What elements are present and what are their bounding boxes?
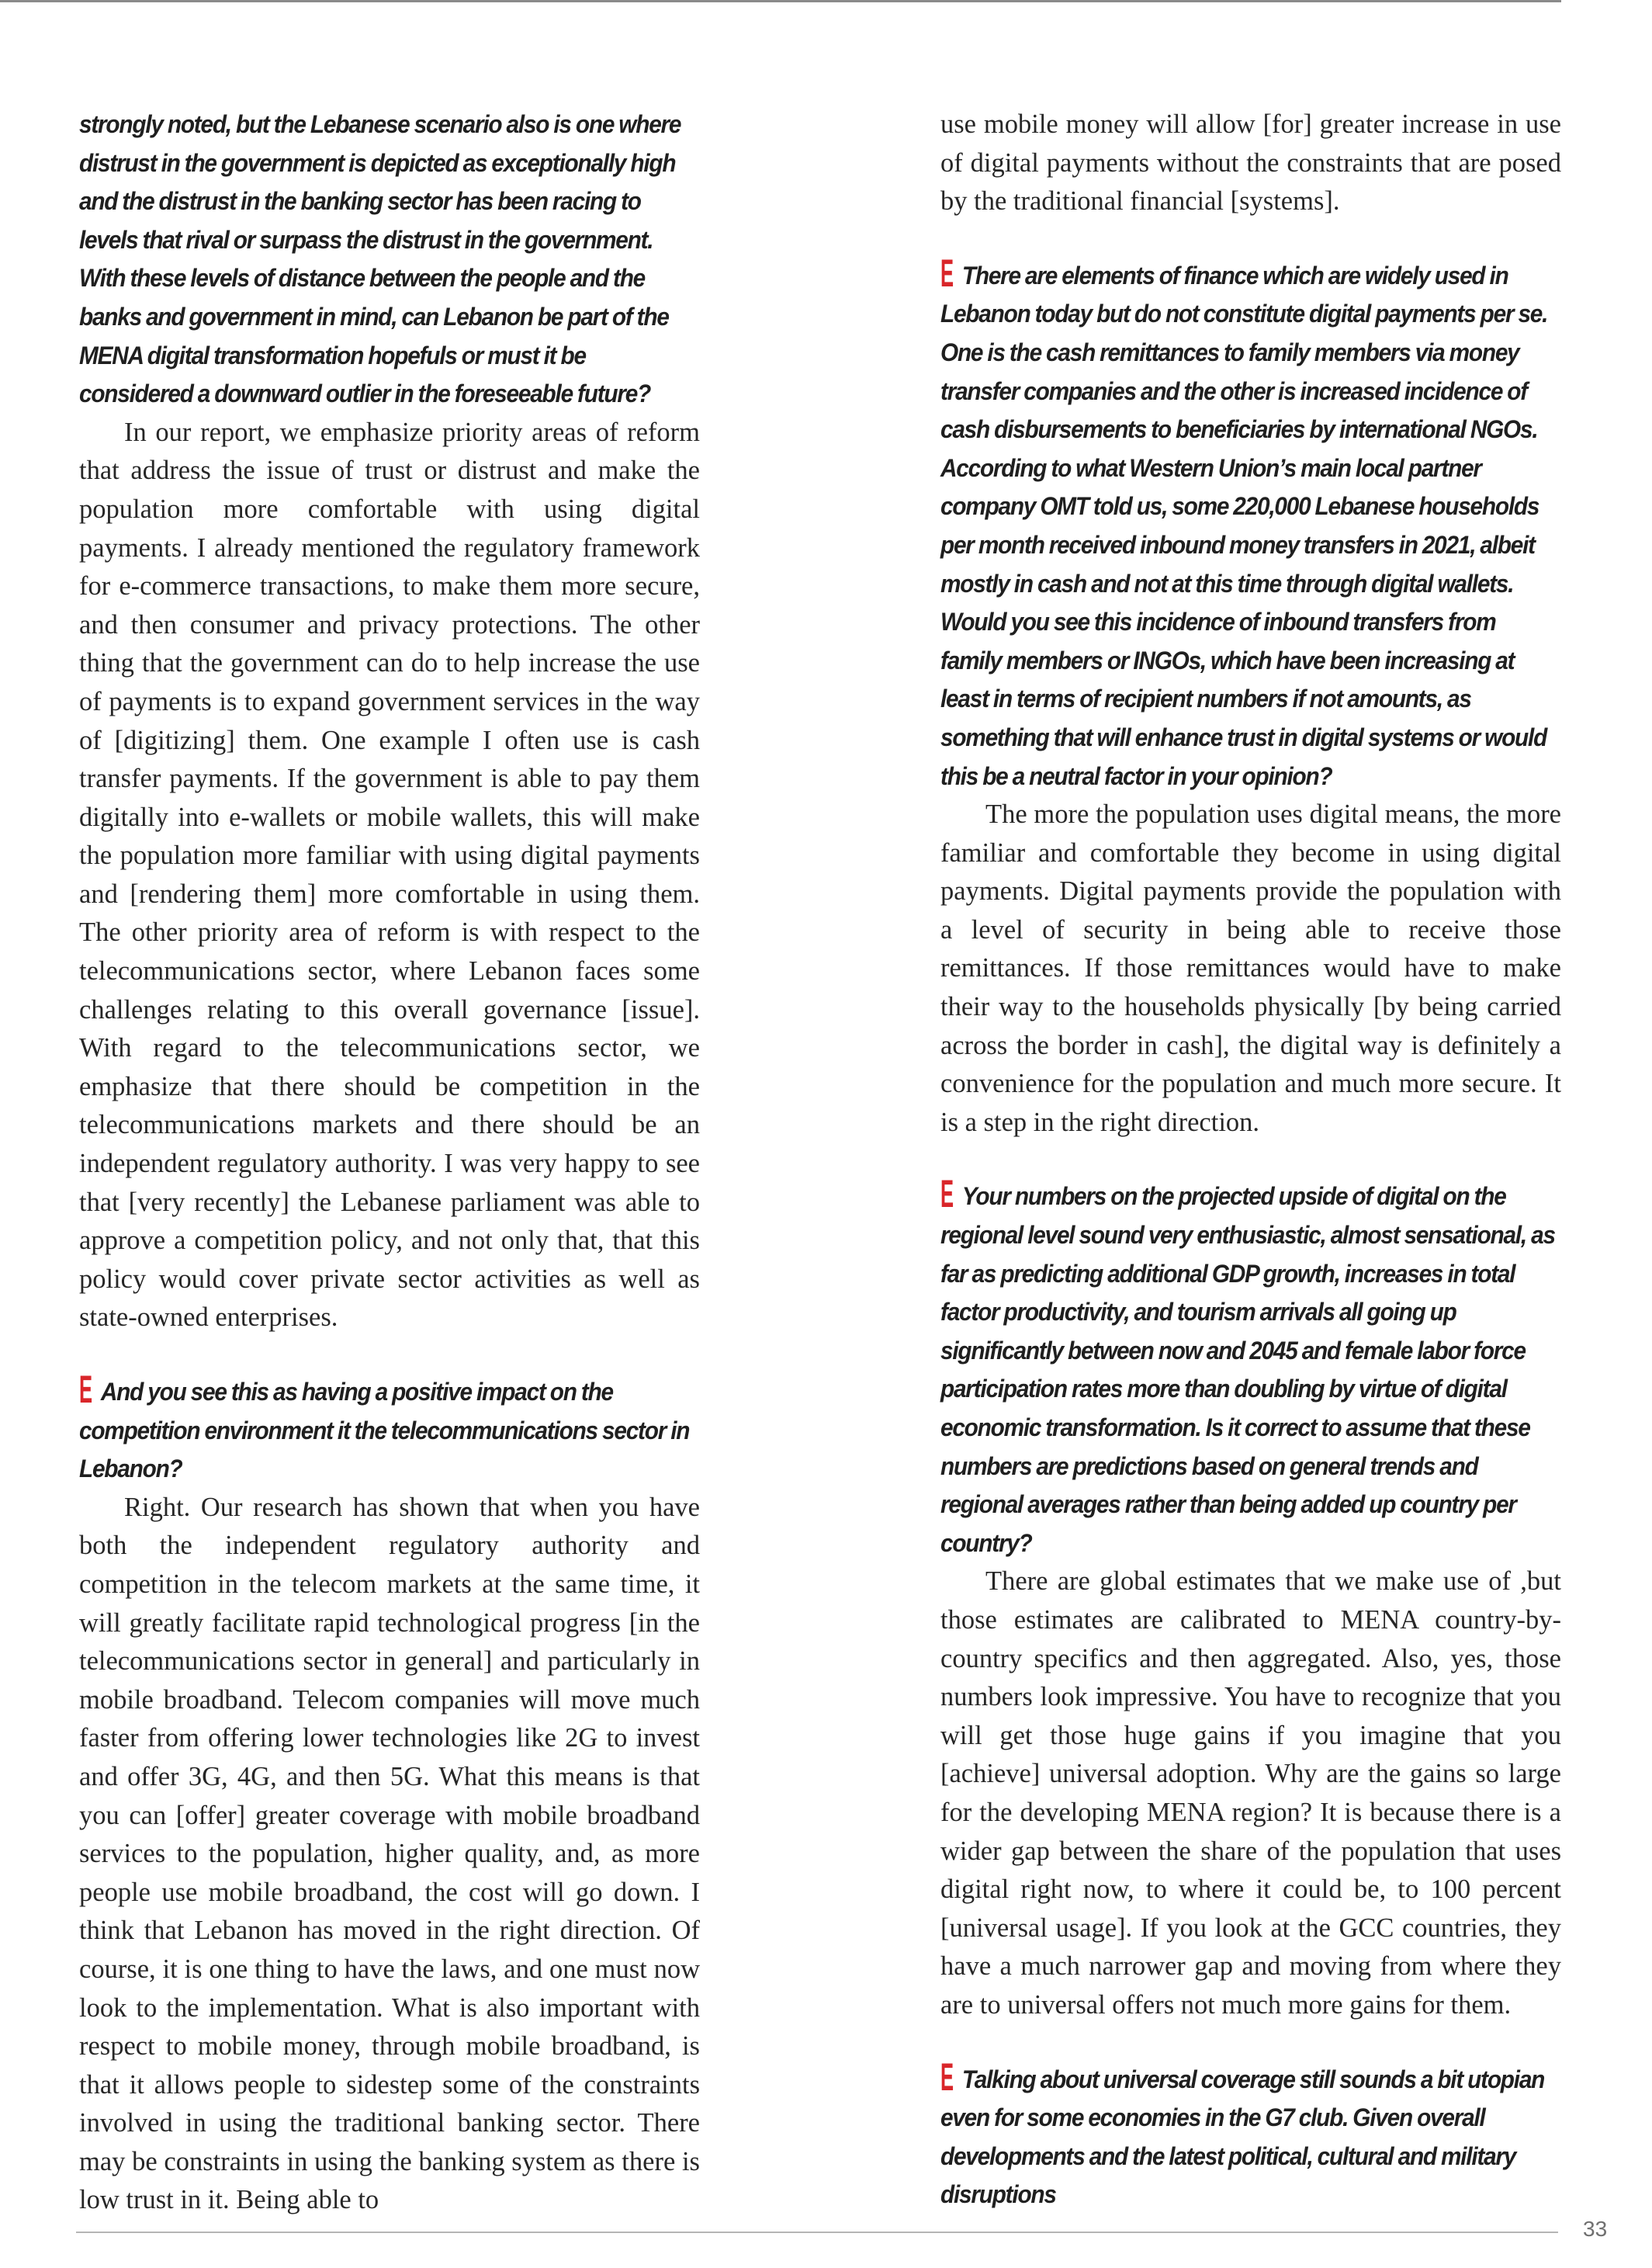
left-column — [79, 106, 700, 2220]
question-text: Talking about universal coverage still sounds a bit utopian even for some economies in the G7 club. Given overall developments and the latest political, cultural and military disruptions — [940, 2065, 1545, 2209]
question — [940, 251, 1561, 796]
question-text: And you see this as having a positive impact on the competition environment it the telecommunications sector in Lebanon? — [79, 1378, 690, 1483]
top-rule — [0, 0, 1561, 2]
question-text: There are elements of finance which are widely used in Lebanon today but do not constitute digital payments per se. One is the cash remittances to family members via money transfer companies and the other is increased incidence of cash disbursements to beneficiaries by international NGOs. According to what Western Union’s main local partner company OMT told us, some 220,000 Lebanese households per month received inbound money transfers in 2021, albeit mostly in cash and not at this time through digital wallets. Would you see this incidence of inbound transfers from family members or INGOs, which have been increasing at least in terms of recipient numbers if not amounts, as something that will enhance trust in digital systems or would this be a neutral factor in your opinion? — [940, 261, 1548, 790]
page-number: 33 — [1583, 2217, 1608, 2241]
right-column — [940, 106, 1561, 2214]
interviewer-marker: E — [79, 1368, 92, 1411]
question-text: Your numbers on the projected upside of digital on the regional level sound very enthusiastic, almost sensational, as far as predicting additional GDP growth, increases in total factor productivity, and tourism arrivals all going up significantly between now and 2045 and female labor force participation rates more than doubling by virtue of digital economic transformation. Is it correct to assume that these numbers are predictions based on general trends and regional averages rather than being added up country per country? — [940, 1182, 1555, 1557]
bottom-rule — [76, 2232, 1558, 2233]
answer-paragraph: There are global estimates that we make use of ,but those estimates are calibrated to MENA country-by-country specifics and then aggregated. Also, yes, those numbers look impressive. You have to recognize that you will get those huge gains if you imagine that you [achieve] universal adoption. Why are the gains so large for the developing MENA region? It is because there is a wider gap between the share of the population that uses digital right now, to where it could be, to 100 percent [universal usage]. If you look at the GCC countries, they have a much narrower gap and moving from where they are to universal offers not much more gains for them. — [940, 1566, 1561, 2020]
interviewer-marker: E — [940, 2055, 954, 2099]
question — [79, 1368, 700, 1489]
answer-continued: use mobile money will allow [for] greater increase in use of digital payments without the constraints that are posed by the traditional financial [systems]. — [940, 109, 1561, 217]
question — [940, 1172, 1561, 1562]
interviewer-marker: E — [940, 251, 954, 295]
answer-paragraph: Right. Our research has shown that when you have both the independent regulatory authority and competition in the telecom markets at the same time, it will greatly facilitate rapid technological progress [in the telecommunications sector in general] and particularly in mobile broadband. Telecom companies will move much faster from offering lower technologies like 2G to invest and offer 3G, 4G, and then 5G. What this means is that you can [offer] greater coverage with mobile broadband services to the population, higher quality, and, as more people use mobile broadband, the cost will go down. I think that Lebanon has moved in the right direction. Of course, it is one thing to have the laws, and one must now look to the implementation. What is also important with respect to mobile money, through mobile broadband, is that it allows people to sidestep some of the constraints involved in using the traditional banking sector. There may be constraints in using the banking system as there is low trust in it. Being able to — [79, 1492, 700, 2215]
question-continued: strongly noted, but the Lebanese scenario also is one where distrust in the government is depicted as exceptionally high and the distrust in the banking sector has been racing to levels that rival or surpass the distrust in the government. With these levels of distance between the people and the banks and government in mind, can Lebanon be part of the MENA digital transformation hopefuls or must it be considered a downward outlier in the foreseeable future? — [79, 110, 681, 408]
answer-paragraph: In our report, we emphasize priority areas of reform that address the issue of trust or distrust and make the population more comfortable with using digital payments. I already mentioned the regulatory framework for e-commerce transactions, to make them more secure, and then consumer and privacy protections. The other thing that the government can do to help increase the use of payments is to expand government services in the way of [digitizing] them. One example I often use is cash transfer payments. If the government is able to pay them digitally into e-wallets or mobile wallets, this will make the population more familiar with using digital payments and [rendering them] more comfortable in using them. The other priority area of reform is with respect to the telecommunications sector, where Lebanon faces some challenges relating to this overall governance [issue]. With regard to the telecommunications sector, we emphasize that there should be competition in the telecommunications markets and there should be an independent regulatory authority. I was very happy to see that [very recently] the Lebanese parliament was able to approve a competition policy, and not only that, that this policy would cover private sector activities as well as state-owned enterprises. — [79, 417, 700, 1333]
answer-paragraph: The more the population uses digital means, the more familiar and comfortable they become in using digital payments. Digital payments provide the population with a level of security in being able to receive those remittances. If those remittances would have to make their way to the households physically [by being carried across the border in cash], the digital way is definitely a convenience for the population and much more secure. It is a step in the right direction. — [940, 799, 1561, 1137]
interviewer-marker: E — [940, 1172, 954, 1216]
question — [940, 2055, 1561, 2214]
